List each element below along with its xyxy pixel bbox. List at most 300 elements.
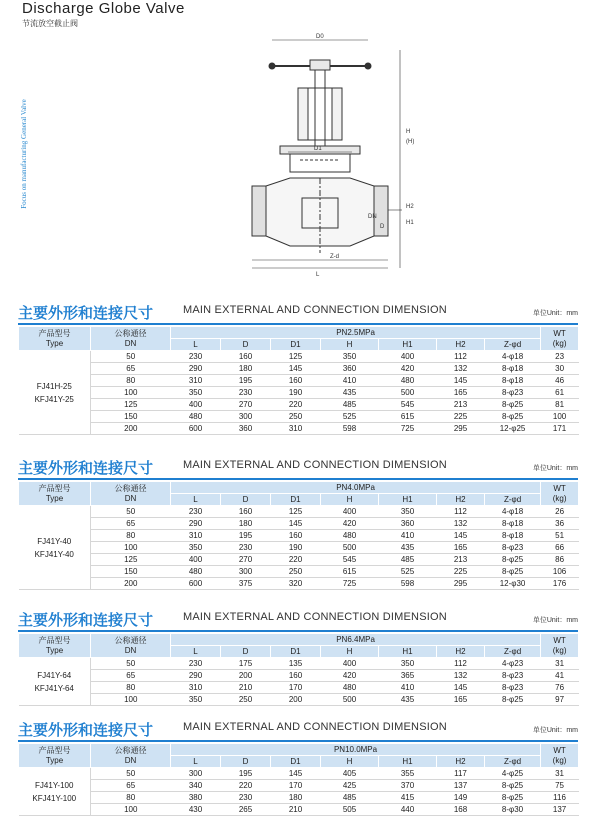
type-cell — [19, 351, 91, 435]
col-header: D — [221, 494, 271, 506]
table-cell: 350 — [321, 351, 379, 363]
section-divider — [18, 740, 578, 742]
table-cell: 117 — [437, 768, 485, 780]
dimension-table — [18, 481, 579, 590]
col-header: H1 — [379, 756, 437, 768]
table-cell: 350 — [379, 658, 437, 670]
col-header: L — [171, 494, 221, 506]
dimension-table — [18, 326, 579, 435]
table-cell: 65 — [91, 363, 171, 375]
table-cell: 500 — [379, 387, 437, 399]
dn-header: 公称通径 DN — [91, 482, 171, 506]
table-cell: 125 — [91, 399, 171, 411]
unit-label: 单位Unit：mm — [532, 617, 578, 624]
table-cell: 420 — [379, 363, 437, 375]
table-row — [19, 399, 579, 411]
table-cell: 46 — [541, 375, 579, 387]
table-cell: 420 — [321, 670, 379, 682]
dimension-section-pn64 — [18, 609, 578, 706]
unit-label: 单位Unit：mm — [532, 465, 578, 472]
label-h1: H1 — [406, 220, 414, 226]
table-cell: 160 — [271, 375, 321, 387]
type-header: 产品型号 Type — [19, 744, 91, 768]
table-cell: 200 — [221, 670, 271, 682]
table-cell: 180 — [221, 518, 271, 530]
pressure-header: PN2.5MPa — [171, 327, 541, 339]
col-header: H2 — [437, 646, 485, 658]
col-header: D1 — [271, 339, 321, 351]
table-cell: 112 — [437, 351, 485, 363]
type-model: FJ41Y-64 — [37, 670, 72, 680]
table-cell: 230 — [221, 542, 271, 554]
table-row — [19, 387, 579, 399]
table-cell: 200 — [91, 423, 171, 435]
table-cell: 320 — [271, 578, 321, 590]
table-cell: 600 — [171, 578, 221, 590]
table-cell: 435 — [379, 542, 437, 554]
table-cell: 100 — [91, 694, 171, 706]
table-cell: 195 — [221, 768, 271, 780]
table-cell: 485 — [321, 792, 379, 804]
table-cell: 435 — [321, 387, 379, 399]
table-cell: 31 — [541, 768, 579, 780]
section-divider — [18, 630, 578, 632]
table-cell: 8-φ18 — [485, 363, 541, 375]
table-cell: 615 — [379, 411, 437, 423]
table-cell: 50 — [91, 506, 171, 518]
type-header: 产品型号 Type — [19, 482, 91, 506]
table-cell: 355 — [379, 768, 437, 780]
table-cell: 65 — [91, 780, 171, 792]
table-cell: 340 — [171, 780, 221, 792]
table-cell: 420 — [321, 518, 379, 530]
table-cell: 132 — [437, 363, 485, 375]
type-model: FJ41Y-100 — [35, 780, 74, 790]
col-header: H2 — [437, 494, 485, 506]
table-cell: 375 — [221, 578, 271, 590]
col-header: Z-φd — [485, 339, 541, 351]
table-cell: 100 — [91, 387, 171, 399]
table-cell: 4-φ18 — [485, 506, 541, 518]
label-d1: D1 — [314, 146, 322, 152]
page-subtitle: 节流放空截止阀 — [22, 19, 78, 28]
table-cell: 80 — [91, 530, 171, 542]
table-cell: 310 — [171, 682, 221, 694]
dn-header: 公称通径 DN — [91, 744, 171, 768]
table-cell: 81 — [541, 399, 579, 411]
section-title-cn: 主要外形和连接尺寸 — [18, 459, 154, 477]
table-cell: 132 — [437, 518, 485, 530]
col-header: L — [171, 756, 221, 768]
table-cell: 725 — [379, 423, 437, 435]
table-cell: 300 — [221, 411, 271, 423]
table-cell: 61 — [541, 387, 579, 399]
table-cell: 250 — [221, 694, 271, 706]
table-body — [19, 506, 579, 590]
table-cell: 8-φ23 — [485, 682, 541, 694]
type-cell — [19, 658, 91, 706]
table-cell: 435 — [379, 694, 437, 706]
table-cell: 360 — [221, 423, 271, 435]
table-cell: 210 — [221, 682, 271, 694]
dimension-section-pn25 — [18, 302, 578, 435]
table-cell: 310 — [271, 423, 321, 435]
table-cell: 220 — [221, 780, 271, 792]
section-title-cn: 主要外形和连接尺寸 — [18, 304, 154, 322]
type-model: KFJ41Y-64 — [34, 683, 74, 693]
table-cell: 170 — [271, 780, 321, 792]
table-cell: 8-φ23 — [485, 670, 541, 682]
table-row — [19, 351, 579, 363]
table-row — [19, 694, 579, 706]
table-cell: 400 — [171, 554, 221, 566]
table-cell: 66 — [541, 542, 579, 554]
dn-header: 公称通径 DN — [91, 634, 171, 658]
table-cell: 598 — [379, 578, 437, 590]
type-model: KFJ41Y-25 — [34, 394, 74, 404]
dimension-table — [18, 743, 579, 816]
dimension-section-pn40 — [18, 457, 578, 590]
label-dn: DN — [368, 214, 377, 220]
table-cell: 145 — [437, 375, 485, 387]
table-cell: 725 — [321, 578, 379, 590]
table-body — [19, 768, 579, 816]
table-row — [19, 792, 579, 804]
section-title-en: MAIN EXTERNAL AND CONNECTION DIMENSION — [183, 459, 447, 471]
table-cell: 160 — [221, 506, 271, 518]
table-cell: 80 — [91, 792, 171, 804]
table-cell: 165 — [437, 387, 485, 399]
table-cell: 150 — [91, 566, 171, 578]
weight-header: WT (kg) — [541, 327, 579, 351]
table-cell: 112 — [437, 506, 485, 518]
table-cell: 250 — [271, 566, 321, 578]
section-title-cn: 主要外形和连接尺寸 — [18, 721, 154, 739]
col-header: H — [321, 756, 379, 768]
weight-header: WT (kg) — [541, 634, 579, 658]
table-cell: 290 — [171, 518, 221, 530]
pressure-header: PN6.4MPa — [171, 634, 541, 646]
table-cell: 480 — [321, 682, 379, 694]
section-title-en: MAIN EXTERNAL AND CONNECTION DIMENSION — [183, 611, 447, 623]
table-row — [19, 658, 579, 670]
table-cell: 145 — [271, 518, 321, 530]
table-cell: 8-φ25 — [485, 694, 541, 706]
type-model: KFJ41Y-100 — [32, 793, 77, 803]
table-cell: 171 — [541, 423, 579, 435]
table-cell: 125 — [271, 506, 321, 518]
table-row — [19, 411, 579, 423]
table-cell: 300 — [221, 566, 271, 578]
table-cell: 230 — [221, 387, 271, 399]
dn-header: 公称通径 DN — [91, 327, 171, 351]
table-cell: 12-φ25 — [485, 423, 541, 435]
label-d: D — [380, 224, 385, 230]
col-header: H2 — [437, 339, 485, 351]
col-header: H2 — [437, 756, 485, 768]
table-cell: 76 — [541, 682, 579, 694]
table-cell: 290 — [171, 670, 221, 682]
table-cell: 75 — [541, 780, 579, 792]
table-cell: 149 — [437, 792, 485, 804]
table-row — [19, 542, 579, 554]
table-cell: 270 — [221, 554, 271, 566]
table-cell: 160 — [271, 670, 321, 682]
unit-label: 单位Unit：mm — [532, 310, 578, 317]
col-header: D — [221, 756, 271, 768]
table-cell: 480 — [379, 375, 437, 387]
table-cell: 400 — [321, 658, 379, 670]
section-title-en: MAIN EXTERNAL AND CONNECTION DIMENSION — [183, 304, 447, 316]
table-cell: 220 — [271, 399, 321, 411]
table-cell: 100 — [91, 804, 171, 816]
table-cell: 50 — [91, 351, 171, 363]
table-row — [19, 768, 579, 780]
table-cell: 65 — [91, 670, 171, 682]
table-cell: 360 — [379, 518, 437, 530]
table-cell: 365 — [379, 670, 437, 682]
table-cell: 598 — [321, 423, 379, 435]
dimension-table — [18, 633, 579, 706]
table-cell: 425 — [321, 780, 379, 792]
type-header: 产品型号 Type — [19, 634, 91, 658]
table-cell: 97 — [541, 694, 579, 706]
table-cell: 8-φ25 — [485, 399, 541, 411]
table-cell: 220 — [271, 554, 321, 566]
table-row — [19, 506, 579, 518]
table-cell: 195 — [221, 375, 271, 387]
table-body — [19, 351, 579, 435]
table-cell: 50 — [91, 658, 171, 670]
table-cell: 505 — [321, 804, 379, 816]
table-row — [19, 804, 579, 816]
table-cell: 500 — [321, 694, 379, 706]
table-cell: 525 — [321, 411, 379, 423]
table-cell: 300 — [171, 768, 221, 780]
col-header: D — [221, 339, 271, 351]
table-row — [19, 682, 579, 694]
table-cell: 415 — [379, 792, 437, 804]
table-cell: 8-φ25 — [485, 566, 541, 578]
table-cell: 350 — [171, 542, 221, 554]
table-cell: 295 — [437, 423, 485, 435]
table-cell: 400 — [321, 506, 379, 518]
table-cell: 160 — [271, 530, 321, 542]
pressure-header: PN10.0MPa — [171, 744, 541, 756]
type-model: FJ41H-25 — [36, 381, 72, 391]
table-cell: 135 — [271, 658, 321, 670]
table-cell: 100 — [91, 542, 171, 554]
table-cell: 8-φ23 — [485, 387, 541, 399]
table-cell: 370 — [379, 780, 437, 792]
table-cell: 176 — [541, 578, 579, 590]
table-body — [19, 658, 579, 706]
table-cell: 200 — [91, 578, 171, 590]
table-cell: 485 — [379, 554, 437, 566]
table-cell: 545 — [321, 554, 379, 566]
table-row — [19, 363, 579, 375]
table-cell: 165 — [437, 542, 485, 554]
table-cell: 137 — [437, 780, 485, 792]
table-cell: 310 — [171, 375, 221, 387]
label-zd: Z-d — [330, 254, 339, 260]
section-title-en: MAIN EXTERNAL AND CONNECTION DIMENSION — [183, 721, 447, 733]
col-header: Z-φd — [485, 646, 541, 658]
table-cell: 12-φ30 — [485, 578, 541, 590]
table-cell: 30 — [541, 363, 579, 375]
col-header: D — [221, 646, 271, 658]
table-cell: 106 — [541, 566, 579, 578]
table-cell: 4-φ23 — [485, 658, 541, 670]
table-cell: 8-φ18 — [485, 518, 541, 530]
table-cell: 380 — [171, 792, 221, 804]
label-h-open: (H) — [406, 139, 415, 145]
table-cell: 145 — [271, 768, 321, 780]
table-cell: 225 — [437, 566, 485, 578]
table-cell: 175 — [221, 658, 271, 670]
col-header: H — [321, 339, 379, 351]
type-model: KFJ41Y-40 — [34, 549, 74, 559]
table-cell: 137 — [541, 804, 579, 816]
col-header: Z-φd — [485, 756, 541, 768]
section-divider — [18, 478, 578, 480]
table-row — [19, 530, 579, 542]
table-cell: 410 — [379, 530, 437, 542]
table-cell: 132 — [437, 670, 485, 682]
col-header: H — [321, 646, 379, 658]
table-cell: 8-φ30 — [485, 804, 541, 816]
table-cell: 116 — [541, 792, 579, 804]
table-cell: 405 — [321, 768, 379, 780]
table-cell: 170 — [271, 682, 321, 694]
table-cell: 213 — [437, 399, 485, 411]
label-h: H — [406, 129, 411, 135]
table-cell: 400 — [171, 399, 221, 411]
weight-header: WT (kg) — [541, 744, 579, 768]
table-cell: 350 — [171, 694, 221, 706]
col-header: H1 — [379, 646, 437, 658]
table-cell: 545 — [379, 399, 437, 411]
col-header: L — [171, 339, 221, 351]
label-l: L — [316, 272, 320, 278]
table-cell: 51 — [541, 530, 579, 542]
type-cell — [19, 506, 91, 590]
table-cell: 160 — [221, 351, 271, 363]
table-row — [19, 518, 579, 530]
table-cell: 8-φ25 — [485, 780, 541, 792]
table-cell: 230 — [221, 792, 271, 804]
table-row — [19, 554, 579, 566]
table-cell: 230 — [171, 351, 221, 363]
side-slogan: Focus on manufacturing General Valve — [20, 99, 28, 209]
col-header: H1 — [379, 339, 437, 351]
table-cell: 4-φ25 — [485, 768, 541, 780]
col-header: D1 — [271, 756, 321, 768]
table-cell: 23 — [541, 351, 579, 363]
table-cell: 410 — [379, 682, 437, 694]
table-cell: 8-φ18 — [485, 375, 541, 387]
table-cell: 290 — [171, 363, 221, 375]
label-d0: D0 — [316, 34, 324, 40]
table-row — [19, 670, 579, 682]
pressure-header: PN4.0MPa — [171, 482, 541, 494]
table-row — [19, 375, 579, 387]
table-cell: 8-φ25 — [485, 554, 541, 566]
table-cell: 65 — [91, 518, 171, 530]
table-cell: 8-φ18 — [485, 530, 541, 542]
table-cell: 480 — [171, 566, 221, 578]
table-cell: 41 — [541, 670, 579, 682]
table-cell: 165 — [437, 694, 485, 706]
table-cell: 180 — [271, 792, 321, 804]
col-header: H — [321, 494, 379, 506]
table-cell: 180 — [221, 363, 271, 375]
col-header: L — [171, 646, 221, 658]
table-row — [19, 578, 579, 590]
table-cell: 310 — [171, 530, 221, 542]
table-cell: 410 — [321, 375, 379, 387]
table-cell: 525 — [379, 566, 437, 578]
table-cell: 26 — [541, 506, 579, 518]
table-cell: 8-φ23 — [485, 542, 541, 554]
table-cell: 480 — [321, 530, 379, 542]
table-cell: 195 — [221, 530, 271, 542]
table-cell: 168 — [437, 804, 485, 816]
table-row — [19, 566, 579, 578]
table-cell: 145 — [437, 530, 485, 542]
table-cell: 270 — [221, 399, 271, 411]
table-cell: 4-φ18 — [485, 351, 541, 363]
table-row — [19, 423, 579, 435]
table-cell: 400 — [379, 351, 437, 363]
table-cell: 145 — [437, 682, 485, 694]
table-cell: 295 — [437, 578, 485, 590]
table-cell: 80 — [91, 375, 171, 387]
table-cell: 213 — [437, 554, 485, 566]
table-cell: 440 — [379, 804, 437, 816]
table-cell: 8-φ25 — [485, 411, 541, 423]
table-cell: 615 — [321, 566, 379, 578]
section-divider — [18, 323, 578, 325]
table-cell: 485 — [321, 399, 379, 411]
table-cell: 230 — [171, 506, 221, 518]
table-cell: 190 — [271, 542, 321, 554]
type-cell — [19, 768, 91, 816]
table-cell: 250 — [271, 411, 321, 423]
table-cell: 350 — [171, 387, 221, 399]
table-cell: 31 — [541, 658, 579, 670]
table-cell: 125 — [271, 351, 321, 363]
col-header: D1 — [271, 646, 321, 658]
table-cell: 225 — [437, 411, 485, 423]
table-cell: 230 — [171, 658, 221, 670]
table-cell: 480 — [171, 411, 221, 423]
table-row — [19, 780, 579, 792]
table-cell: 145 — [271, 363, 321, 375]
table-cell: 200 — [271, 694, 321, 706]
type-model: FJ41Y-40 — [37, 536, 72, 546]
label-h2: H2 — [406, 204, 414, 210]
table-cell: 430 — [171, 804, 221, 816]
table-cell: 80 — [91, 682, 171, 694]
table-cell: 8-φ25 — [485, 792, 541, 804]
col-header: Z-φd — [485, 494, 541, 506]
table-cell: 36 — [541, 518, 579, 530]
col-header: H1 — [379, 494, 437, 506]
unit-label: 单位Unit：mm — [532, 727, 578, 734]
dimension-section-pn100 — [18, 719, 578, 816]
table-cell: 360 — [321, 363, 379, 375]
